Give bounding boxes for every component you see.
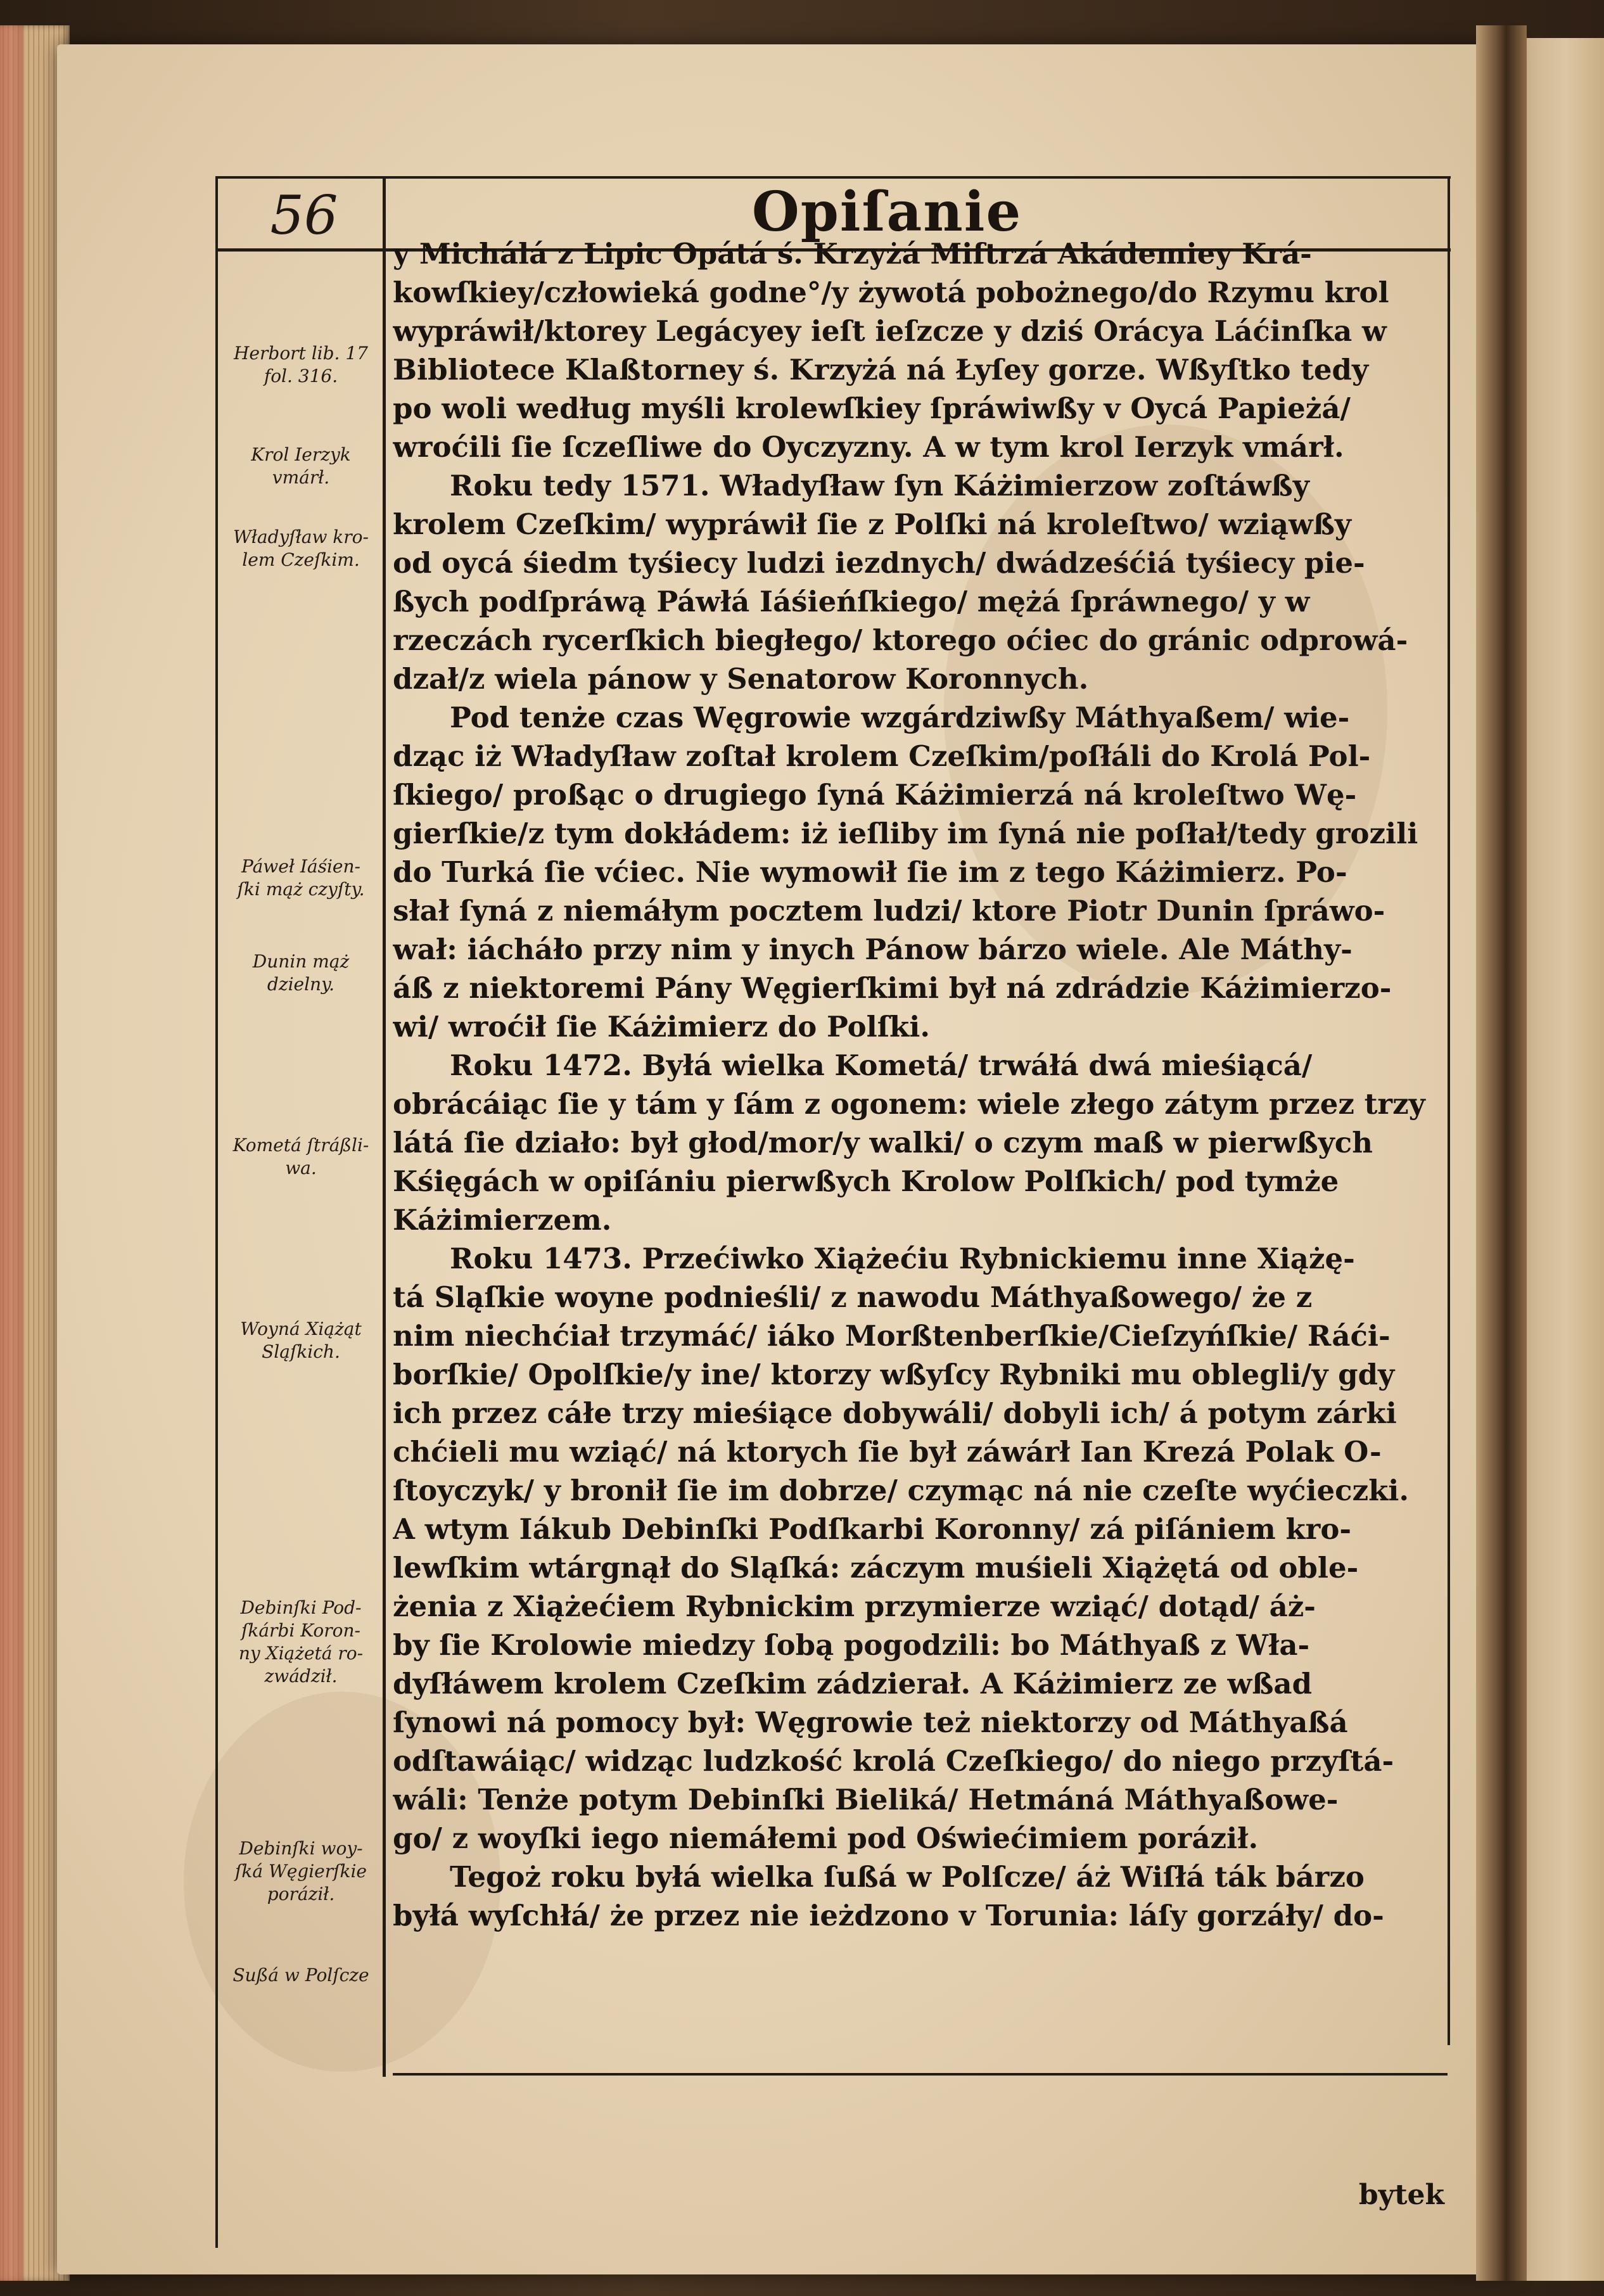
text-line: ſynowi ná pomocy był: Węgrowie też niektorzy od Máthyaßá	[393, 1706, 1348, 1739]
text-line: Roku tedy 1571. Władyſław ſyn Káżimierzow zoſtáwßy	[450, 469, 1309, 502]
margin-note	[215, 342, 386, 388]
text-line: Kśięgách w opiſániu pierwßych Krolow Polſkich/ pod tymże	[393, 1164, 1339, 1198]
text-line: Bibliotece Klaßtorney ś. Krzyżá ná Łyſey gorze. Wßyſtko tedy	[393, 353, 1369, 386]
margin-note	[215, 1597, 386, 1688]
margin-note-line: Sląſkich.	[262, 1341, 340, 1362]
margin-note	[215, 855, 386, 901]
margin-note	[215, 1134, 386, 1180]
text-line: Roku 1473. Przećiwko Xiążećiu Rybnickiemu inne Xiążę-	[450, 1242, 1355, 1275]
text-line: Pod tenże czas Węgrowie wzgárdziwßy Máthyaßem/ wie-	[450, 701, 1350, 734]
margin-note-line: Dunin mąż	[252, 951, 350, 972]
margin-note-line: Woyná Xiążąt	[240, 1318, 362, 1339]
text-line: do Turká ſie vćiec. Nie wymowił ſie im z tego Káżimierz. Po-	[393, 855, 1347, 889]
margin-note-line: poráził.	[267, 1884, 335, 1904]
text-line: dzał/z wiela pánow y Senatorow Koronnych.	[393, 662, 1089, 696]
text-line: Káżimierzem.	[393, 1203, 612, 1237]
margin-note-line: vmárł.	[272, 467, 330, 488]
margin-note-line: Debinſki Pod-	[240, 1597, 362, 1618]
text-line: kowſkiey/człowieká godne°/y żywotá pobożnego/do Rzymu krol	[393, 276, 1389, 309]
margin-note-line: Herbort lib. 17	[234, 343, 368, 364]
text-line: wi/ wroćił ſie Káżimierz do Polſki.	[393, 1010, 930, 1043]
margin-note-line: dzielny.	[267, 974, 335, 995]
text-line: látá ſie działo: był głod/mor/y walki/ o czym maß w pierwßych	[393, 1126, 1373, 1159]
text-line: ich przez cáłe trzy mieśiące dobywáli/ dobyli ich/ á potym zárki	[393, 1396, 1397, 1430]
text-line: ſkiego/ proßąc o drugiego ſyná Káżimierzá ná kroleſtwo Wę-	[393, 778, 1357, 812]
body-text	[393, 234, 1444, 1935]
catchword: bytek	[1358, 2179, 1444, 2211]
text-line: byłá wyſchłá/ że przez nie ieżdzono v Torunia: láſy gorzáły/ do-	[393, 1899, 1384, 1932]
margin-note-line: Krol Ierzyk	[251, 444, 351, 465]
text-line: nim niechćiał trzymáć/ iáko Morßtenberſkie/Cieſzyńſkie/ Ráći-	[393, 1319, 1391, 1353]
bottom-rule	[393, 2073, 1448, 2076]
text-line: borſkie/ Opolſkie/y ine/ ktorzy wßyſcy Rybniki mu oblegli/y gdy	[393, 1358, 1395, 1391]
text-line: krolem Czeſkim/ wypráwił ſie z Polſki ná kroleſtwo/ wziąwßy	[393, 507, 1352, 541]
margin-note-line: ſki mąż czyſty.	[237, 879, 365, 900]
margin-note	[215, 1837, 386, 1906]
text-line: lewſkim wtárgnął do Sląſká: záczym muśieli Xiążętá od oble-	[393, 1551, 1359, 1585]
margin-note	[215, 950, 386, 996]
margin-note-line: Páweł Iáśien-	[241, 856, 360, 877]
margin-note-line: Debinſki woy-	[239, 1838, 363, 1859]
text-line: ßych podſpráwą Páwłá Iáśieńſkiego/ mężá ſpráwnego/ y w	[393, 585, 1310, 618]
text-line: chćieli mu wziąć/ ná ktorych ſie był záwárł Ian Krezá Polak O-	[393, 1435, 1382, 1469]
text-line: go/ z woyſki iego niemáłemi pod Oświećimiem poráził.	[393, 1821, 1259, 1855]
text-line: dząc iż Władyſław zoſtał krolem Czeſkim/poſłáli do Krolá Pol-	[393, 739, 1371, 773]
text-line: żenia z Xiążećiem Rybnickim przymierze wziąć/ dotąd/ áż-	[393, 1590, 1316, 1623]
margin-note	[215, 526, 386, 571]
text-line: Roku 1472. Byłá wielka Kometá/ trwáłá dwá mieśiącá/	[450, 1049, 1313, 1082]
text-line: Tegoż roku byłá wielka ſußá w Polſcze/ áż Wiſłá ták bárzo	[450, 1860, 1365, 1894]
running-head: Opiſanie	[751, 180, 1022, 244]
text-line: dyſłáwem krolem Czeſkim zádzierał. A Káżimierz ze wßad	[393, 1667, 1313, 1700]
margin-note	[215, 1318, 386, 1363]
margin-note-line: zwádził.	[264, 1666, 338, 1687]
page-number: 56	[270, 184, 338, 246]
text-line: by ſie Krolowie miedzy ſobą pogodzili: bo Máthyaß z Wła-	[393, 1628, 1310, 1662]
margin-note-line: Władyſław kro-	[233, 526, 369, 547]
text-line: po woli według myśli krolewſkiey ſpráwiwßy v Oycá Papieżá/	[393, 392, 1351, 425]
book-gutter	[1476, 25, 1527, 2281]
text-line: wroćili ſie ſczeſliwe do Oyczyzny. A w tym krol Ierzyk vmárł.	[393, 430, 1344, 464]
text-line: tá Sląſkie woyne podnieśli/ z nawodu Máthyaßowego/ że z	[393, 1280, 1313, 1314]
text-line: wał: iácháło przy nim y inych Pánow bárzo wiele. Ale Máthy-	[393, 933, 1353, 966]
text-line: wypráwił/ktorey Legácyey ieſt ieſzcze y dziś Orácya Láćinſka w	[393, 314, 1387, 348]
facing-page-edge	[1527, 38, 1604, 2281]
text-line: A wtym Iákub Debinſki Podſkarbi Koronny/ zá piſániem kro-	[393, 1512, 1352, 1546]
margin-note	[215, 443, 386, 489]
text-line: gierſkie/z tym dokłádem: iż ieſliby im ſyná nie poſłał/tedy grozili	[393, 817, 1418, 850]
text-line: ſtoyczyk/ y bronił ſie im dobrze/ czymąc ná nie czeſte wyćieczki.	[393, 1474, 1410, 1507]
text-line: rzeczách rycerſkich biegłego/ ktorego oćiec do gránic odprowá-	[393, 623, 1408, 657]
text-line: od oycá śiedm tyśiecy ludzi iezdnych/ dwádześćiá tyśiecy pie-	[393, 546, 1365, 580]
margin-note-line: lem Czeſkim.	[242, 549, 360, 570]
margin-note-line: wa.	[285, 1158, 317, 1178]
margin-note-line: Kometá ſtráßli-	[232, 1135, 369, 1156]
text-line: y Michálá z Lipic Opátá ś. Krzyżá Miſtrzá Akádemiey Krá-	[393, 237, 1312, 271]
text-line: áß z niektoremi Pány Węgierſkimi był ná zdrádzie Káżimierzo-	[393, 971, 1392, 1005]
margin-note-line: ny Xiążetá ro-	[238, 1643, 364, 1664]
margin-note-line: ſkárbi Koron-	[241, 1620, 360, 1641]
margin-note	[215, 1964, 386, 1987]
right-rule	[1448, 176, 1450, 2045]
text-line: słał ſyná z niemáłym pocztem ludzi/ ktore Piotr Dunin ſpráwo-	[393, 894, 1385, 928]
text-line: odſtawáiąc/ widząc ludzkość krolá Czeſkiego/ do niego przyſtá-	[393, 1744, 1394, 1778]
margin-note-line: fol. 316.	[264, 366, 338, 386]
margin-note-line: Sußá w Polſcze	[232, 1965, 369, 1986]
text-line: wáli: Tenże potym Debinſki Bieliká/ Hetmáná Máthyaßowe-	[393, 1783, 1339, 1816]
margin-note-line: ſká Węgierſkie	[235, 1861, 367, 1882]
text-line: obrácáiąc ſie y tám y ſám z ogonem: wiele złego zátym przez trzy	[393, 1087, 1425, 1121]
